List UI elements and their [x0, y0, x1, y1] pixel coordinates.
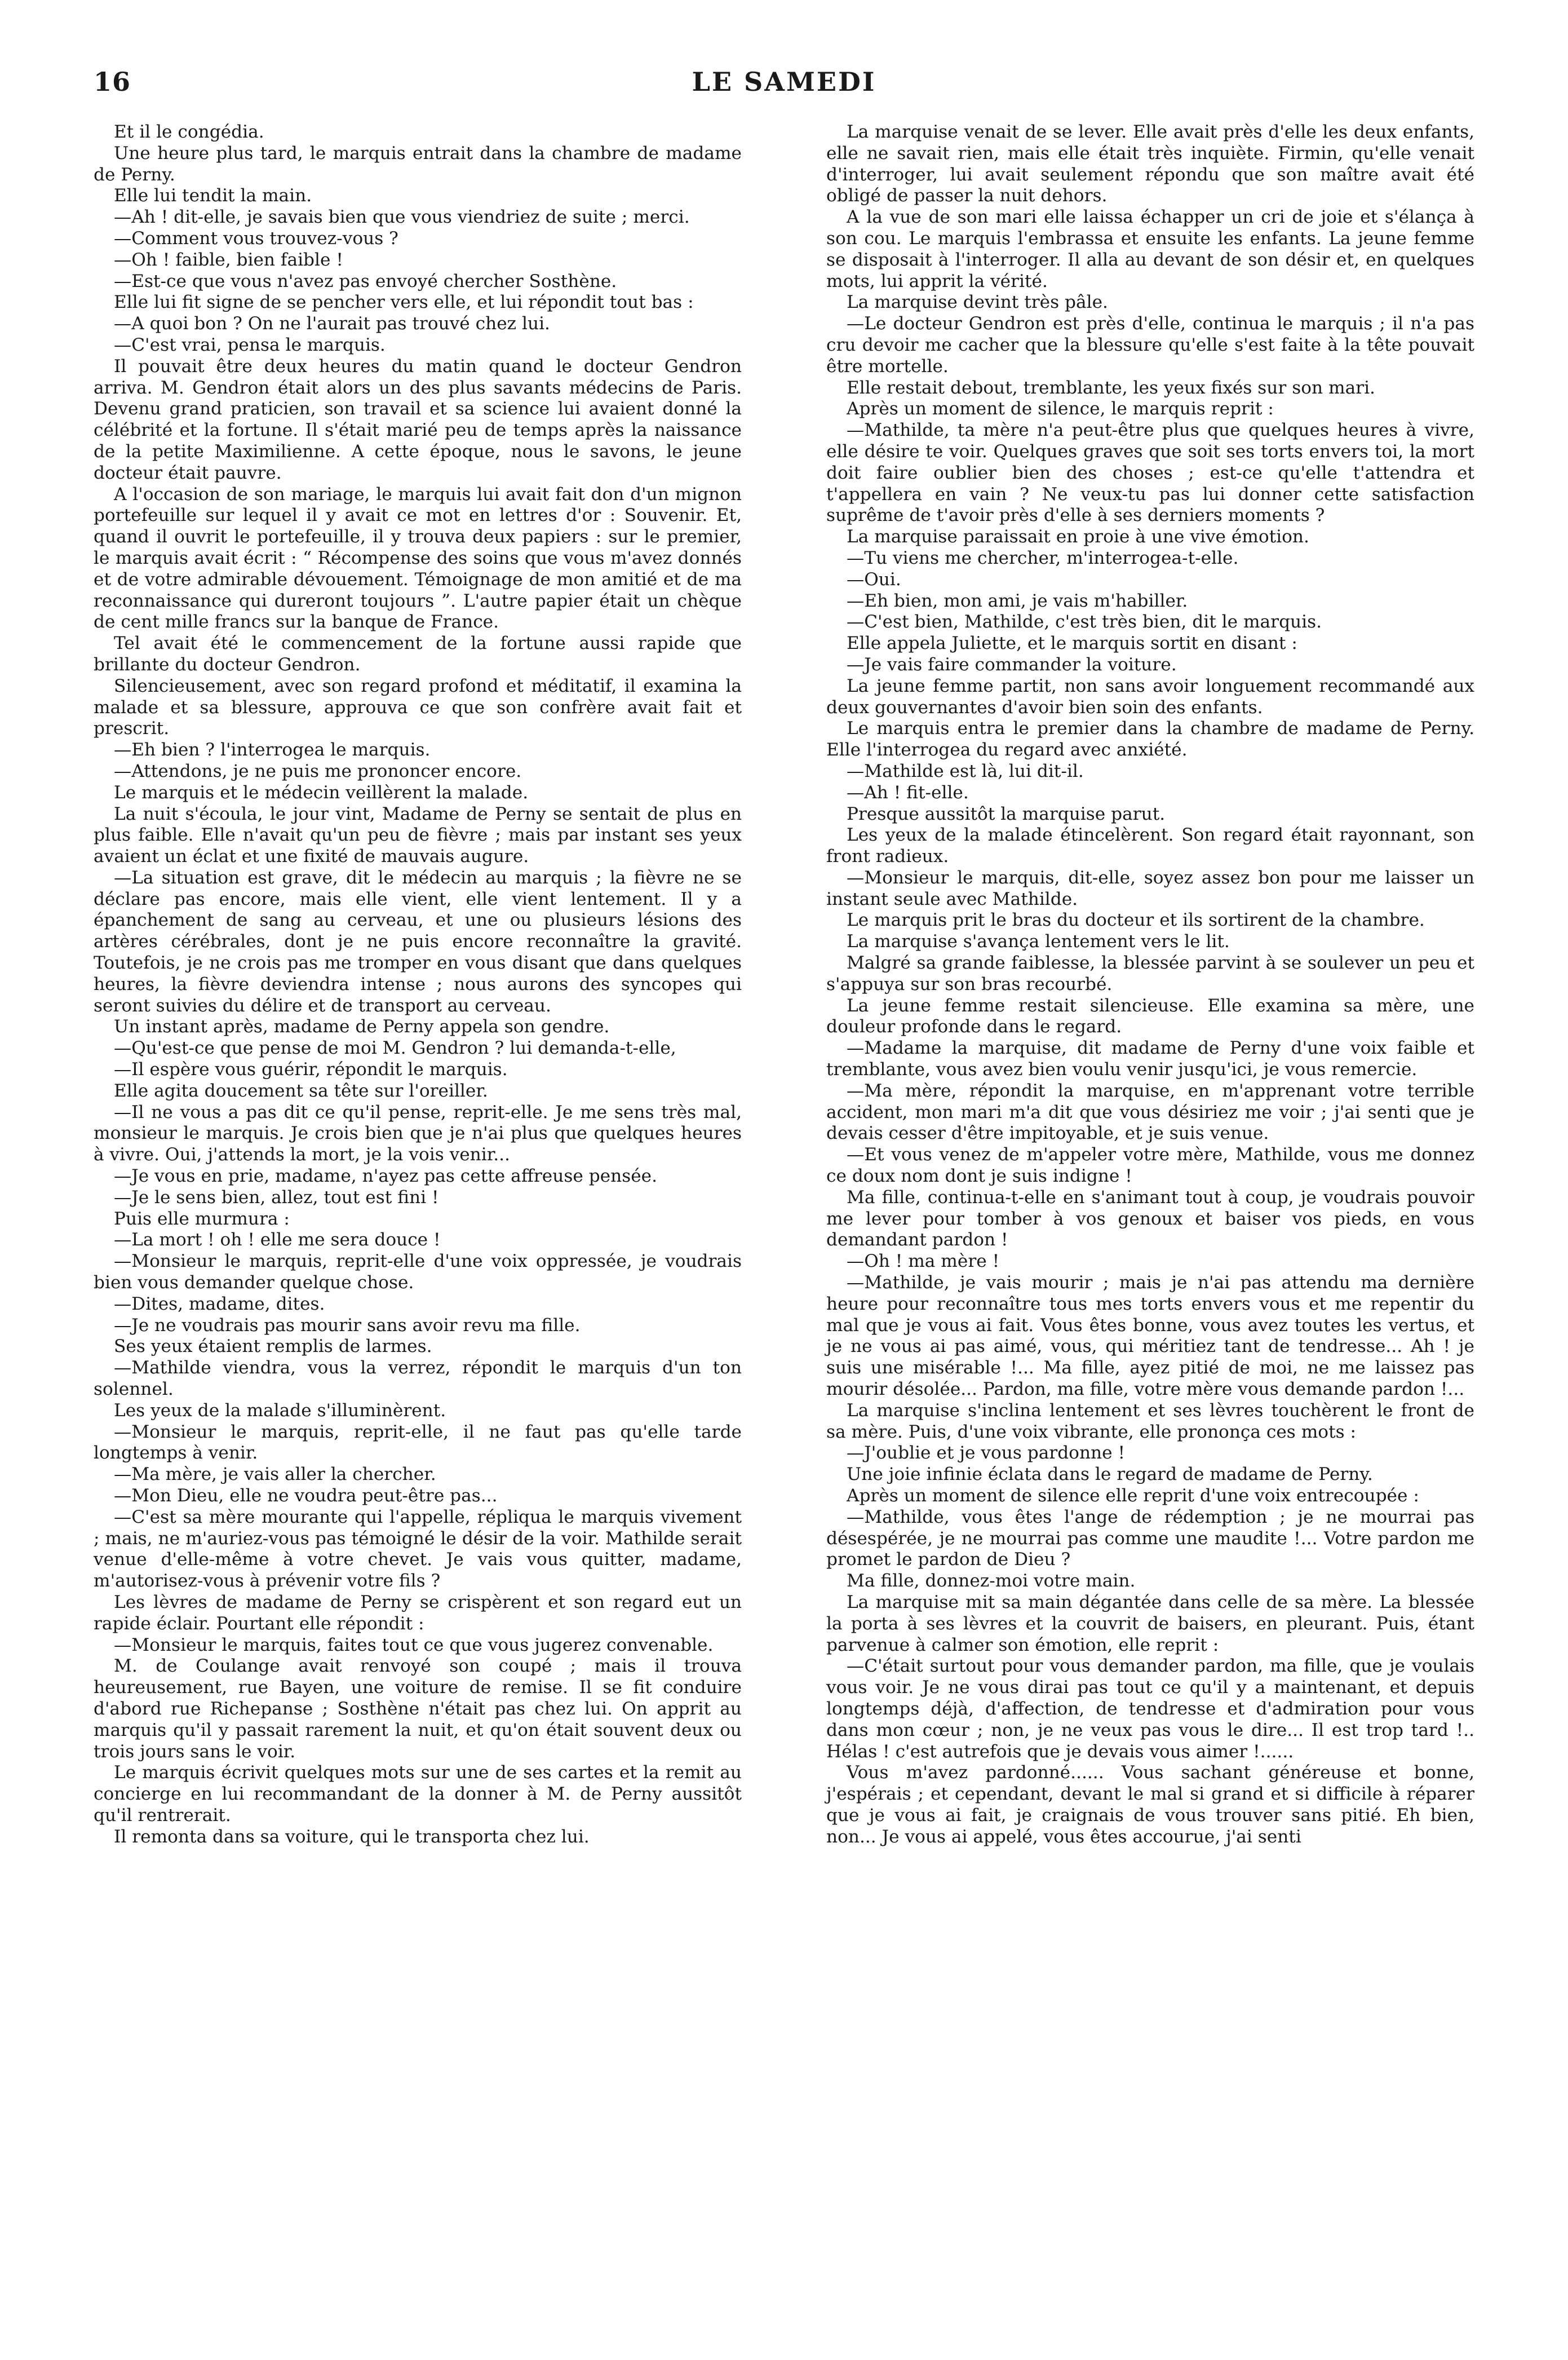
paragraph: —Mathilde est là, lui dit-il.: [847, 761, 1084, 781]
paragraph: Presque aussitôt la marquise parut.: [847, 803, 1166, 824]
paragraph: Puis elle murmura :: [114, 1208, 290, 1229]
paragraph: —Qu'est-ce que pense de moi M. Gendron ? lui demanda-t-elle,: [114, 1038, 676, 1059]
paragraph: La marquise devint très pâle.: [847, 292, 1108, 313]
paragraph: Ma fille, donnez-moi votre main.: [847, 1571, 1136, 1592]
paragraph: —C'est sa mère mourante qui l'appelle, répliqua le marquis vivement ; mais, ne m'auriez-vous pas témoigné le désir de la voir. Mathilde serait venue d'elle-même à votre chevet. Je vais vous quitter, madame, m'autorisez-vous à prévenir votre fils ?: [94, 1506, 742, 1592]
paragraph: Le marquis et le médecin veillèrent la malade.: [114, 782, 529, 803]
page-header: [94, 67, 1474, 111]
right-column: [826, 122, 1474, 1848]
paragraph: —Il espère vous guérir, répondit le marquis.: [114, 1059, 508, 1080]
paragraph: Une heure plus tard, le marquis entrait dans la chambre de madame de Perny.: [94, 143, 742, 185]
paragraph: Il remonta dans sa voiture, qui le transporta chez lui.: [114, 1826, 590, 1847]
paragraph: Après un moment de silence elle reprit d'une voix entrecoupée :: [847, 1486, 1419, 1506]
paragraph: —Ma mère, répondit la marquise, en m'apprenant votre terrible accident, mon mari m'a dit que vous désiriez me voir ; j'ai senti que je devais cesser d'être impitoyable, et je suis venue.: [826, 1080, 1474, 1144]
paragraph: —C'était surtout pour vous demander pardon, ma fille, que je voulais vous voir. Je ne vous dirai pas tout ce qu'il y a maintenant, et depuis longtemps déjà, d'affection, de tendresse et d'admiration pour vous dans mon cœur ; non, je ne veux pas vous le dire... Il est trop tard !.. Hélas ! c'est autrefois que je devais vous aimer !......: [826, 1656, 1474, 1762]
paragraph: —Mathilde, vous êtes l'ange de rédemption ; je ne mourrai pas désespérée, je ne mourrai pas comme une maudite !... Votre pardon me promet le pardon de Dieu ?: [826, 1506, 1474, 1570]
paragraph: Elle appela Juliette, et le marquis sortit en disant :: [847, 633, 1297, 654]
paragraph: Il pouvait être deux heures du matin quand le docteur Gendron arriva. M. Gendron était alors un des plus savants médecins de Paris. Devenu grand praticien, son travail et sa science lui avaient donné la célébrité et la fortune. Il s'était marié peu de temps après la naissance de la petite Maximilienne. A cette époque, nous le savons, le jeune docteur était pauvre.: [94, 356, 742, 483]
paragraph: A l'occasion de son mariage, le marquis lui avait fait don d'un mignon portefeuille sur lequel il y avait ce mot en lettres d'or : Souvenir. Et, quand il ouvrit le portefeuille, il y trouva deux papiers : sur le premier, le marquis avait écrit : “ Récompense des soins que vous m'avez donnés et de votre admirable dévouement. Témoignage de mon amitié et de ma reconnaissance qui dureront toujours ”. L'autre papier était un chèque de cent mille francs sur la banque de France.: [94, 484, 742, 633]
paragraph: M. de Coulange avait renvoyé son coupé ; mais il trouva heureusement, rue Bayen, une voiture de remise. Il se fit conduire d'abord rue Richepanse ; Sosthène n'était pas chez lui. On apprit au marquis qu'il y passait rarement la nuit, et qu'on était souvent deux ou trois jours sans le voir.: [94, 1656, 742, 1762]
paragraph: —Madame la marquise, dit madame de Perny d'une voix faible et tremblante, vous avez bien voulu venir jusqu'ici, je vous remercie.: [826, 1038, 1474, 1080]
paragraph: —Comment vous trouvez-vous ?: [114, 228, 398, 249]
paragraph: —Oh ! faible, bien faible !: [114, 249, 343, 270]
paragraph: —Oui.: [847, 569, 901, 590]
paragraph: A la vue de son mari elle laissa échapper un cri de joie et s'élança à son cou. Le marquis l'embrassa et ensuite les enfants. La jeune femme se disposait à l'interroger. Il alla au devant de son désir et, en quelques mots, lui apprit la vérité.: [826, 207, 1474, 291]
paragraph: —Ah ! dit-elle, je savais bien que vous viendriez de suite ; merci.: [114, 207, 690, 228]
paragraph: Les yeux de la malade étincelèrent. Son regard était rayonnant, son front radieux.: [826, 825, 1474, 867]
paragraph: —Oh ! ma mère !: [847, 1251, 1000, 1272]
paragraph: —Ah ! fit-elle.: [847, 782, 969, 803]
paragraph: —La mort ! oh ! elle me sera douce !: [114, 1230, 441, 1250]
paragraph: Elle agita doucement sa tête sur l'oreiller.: [114, 1080, 488, 1101]
paragraph: La marquise s'inclina lentement et ses lèvres touchèrent le front de sa mère. Puis, d'une voix vibrante, elle prononça ces mots :: [826, 1400, 1474, 1442]
paragraph: —Je le sens bien, allez, tout est fini !: [114, 1187, 439, 1208]
paragraph: Une joie infinie éclata dans le regard de madame de Perny.: [847, 1464, 1373, 1485]
paragraph: Tel avait été le commencement de la fortune aussi rapide que brillante du docteur Gendron.: [94, 633, 742, 675]
page-number: 16: [94, 67, 131, 97]
left-column: [94, 122, 742, 1848]
paragraph: —Monsieur le marquis, faites tout ce que vous jugerez convenable.: [114, 1634, 714, 1655]
paragraph: Elle restait debout, tremblante, les yeux fixés sur son mari.: [847, 377, 1375, 398]
paragraph: Silencieusement, avec son regard profond et méditatif, il examina la malade et sa blessure, approuva ce que son confrère avait fait et prescrit.: [94, 675, 742, 739]
paragraph: —Je vous en prie, madame, n'ayez pas cette affreuse pensée.: [114, 1166, 658, 1187]
paragraph: —Eh bien ? l'interrogea le marquis.: [114, 740, 431, 761]
paragraph: —Mon Dieu, elle ne voudra peut-être pas...: [114, 1486, 498, 1506]
paragraph: Elle lui fit signe de se pencher vers elle, et lui répondit tout bas :: [114, 292, 694, 313]
paragraph: —Dites, madame, dites.: [114, 1293, 325, 1314]
paragraph: —Tu viens me chercher, m'interrogea-t-elle.: [847, 547, 1239, 568]
paragraph: Les lèvres de madame de Perny se crispèrent et son regard eut un rapide éclair. Pourtant elle répondit :: [94, 1592, 742, 1634]
paragraph: La jeune femme restait silencieuse. Elle examina sa mère, une douleur profonde dans le regard.: [826, 995, 1474, 1037]
paragraph: Le marquis écrivit quelques mots sur une de ses cartes et la remit au concierge en lui recommandant de la donner à M. de Perny aussitôt qu'il rentrerait.: [94, 1762, 742, 1826]
paragraph: —C'est bien, Mathilde, c'est très bien, dit le marquis.: [847, 612, 1322, 633]
paragraph: —J'oublie et je vous pardonne !: [847, 1443, 1126, 1464]
paragraph: —Mathilde viendra, vous la verrez, répondit le marquis d'un ton solennel.: [94, 1358, 742, 1400]
paragraph: Ma fille, continua-t-elle en s'animant tout à coup, je voudrais pouvoir me lever pour tomber à vos genoux et baiser vos pieds, en vous demandant pardon !: [826, 1187, 1474, 1250]
paragraph: Le marquis entra le premier dans la chambre de madame de Perny. Elle l'interrogea du regard avec anxiété.: [826, 718, 1474, 761]
paragraph: —Le docteur Gendron est près d'elle, continua le marquis ; il n'a pas cru devoir me cacher que la blessure qu'elle s'est faite à la tête pouvait être mortelle.: [826, 313, 1474, 377]
paragraph: La marquise venait de se lever. Elle avait près d'elle les deux enfants, elle ne savait rien, mais elle était très inquiète. Firmin, qu'elle venait d'interroger, lui avait seulement répondu que son maître avait été obligé de passer la nuit dehors.: [826, 122, 1474, 206]
paragraph: Elle lui tendit la main.: [114, 185, 312, 206]
paragraph: —Et vous venez de m'appeler votre mère, Mathilde, vous me donnez ce doux nom dont je suis indigne !: [826, 1144, 1474, 1187]
running-title: LE SAMEDI: [692, 67, 876, 97]
paragraph: La jeune femme partit, non sans avoir longuement recommandé aux deux gouvernantes d'avoir bien soin des enfants.: [826, 675, 1474, 718]
paragraph: Le marquis prit le bras du docteur et ils sortirent de la chambre.: [847, 910, 1425, 931]
paragraph: —Monsieur le marquis, dit-elle, soyez assez bon pour me laisser un instant seule avec Mathilde.: [826, 867, 1474, 909]
paragraph: Les yeux de la malade s'illuminèrent.: [114, 1400, 446, 1421]
paragraph: —Est-ce que vous n'avez pas envoyé chercher Sosthène.: [114, 271, 617, 291]
paragraph: —Mathilde, je vais mourir ; mais je n'ai pas attendu ma dernière heure pour reconnaître tous mes torts envers vous et me repentir du mal que je vous ai fait. Vous êtes bonne, vous avez toutes les vertus, et je ne vous ai pas aimé, vous, qui méritiez tant de tendresse... Ah ! je suis une misérable !... Ma fille, ayez pitié de moi, ne me laissez pas mourir désolée... Pardon, ma fille, votre mère vous demande pardon !...: [826, 1272, 1474, 1400]
paragraph: —Eh bien, mon ami, je vais m'habiller.: [847, 590, 1188, 611]
paragraph: Et il le congédia.: [114, 122, 264, 142]
paragraph: —Attendons, je ne puis me prononcer encore.: [114, 761, 522, 781]
paragraph: Après un moment de silence, le marquis reprit :: [847, 399, 1274, 419]
paragraph: Vous m'avez pardonné...... Vous sachant généreuse et bonne, j'espérais ; et cependant, devant le mal si grand et si difficile à réparer que je vous ai fait, je craignais de vous trouver sans pitié. Eh bien, non... Je vous ai appelé, vous êtes accourue, j'ai senti: [826, 1762, 1474, 1847]
paragraph: La marquise s'avança lentement vers le lit.: [847, 931, 1230, 952]
paragraph: —Mathilde, ta mère n'a peut-être plus que quelques heures à vivre, elle désire te voir. Quelques graves que soit ses torts envers toi, la mort doit faire oublier bien des choses ; est-ce qu'elle t'attendra et t'appellera en vain ? Ne veux-tu pas lui donner cette satisfaction suprême de t'avoir près d'elle à ses derniers moments ?: [826, 420, 1474, 526]
paragraph: Malgré sa grande faiblesse, la blessée parvint à se soulever un peu et s'appuya sur son bras recourbé.: [826, 953, 1474, 995]
paragraph: La marquise paraissait en proie à une vive émotion.: [847, 527, 1309, 547]
paragraph: Ses yeux étaient remplis de larmes.: [114, 1336, 432, 1357]
paragraph: —La situation est grave, dit le médecin au marquis ; la fièvre ne se déclare pas encore, mais elle vient, elle vient lentement. Il y a épanchement de sang au cerveau, et une ou plusieurs lésions des artères cérébrales, dont je ne puis encore reconnaître la gravité. Toutefois, je ne crois pas me tromper en vous disant que dans quelques heures, la fièvre deviendra intense ; nous aurons des syncopes qui seront suivies du délire et de transport au cerveau.: [94, 867, 742, 1016]
paragraph: —Il ne vous a pas dit ce qu'il pense, reprit-elle. Je me sens très mal, monsieur le marquis. Je crois bien que je n'ai plus que quelques heures à vivre. Oui, j'attends la mort, je la vois venir...: [94, 1102, 742, 1165]
paragraph: La marquise mit sa main dégantée dans celle de sa mère. La blessée la porta à ses lèvres et la couvrit de baisers, en pleurant. Puis, étant parvenue à calmer son émotion, elle reprit :: [826, 1592, 1474, 1655]
paragraph: —Ma mère, je vais aller la chercher.: [114, 1464, 436, 1485]
paragraph: La nuit s'écoula, le jour vint, Madame de Perny se sentait de plus en plus faible. Elle n'avait qu'un peu de fièvre ; mais par instant ses yeux avaient un éclat et une fixité de mauvais augure.: [94, 803, 742, 867]
text-columns: [94, 122, 1474, 1848]
paragraph: —Monsieur le marquis, reprit-elle, il ne faut pas qu'elle tarde longtemps à venir.: [94, 1421, 742, 1464]
paragraph: —A quoi bon ? On ne l'aurait pas trouvé chez lui.: [114, 313, 550, 334]
paragraph: Un instant après, madame de Perny appela son gendre.: [114, 1017, 610, 1037]
paragraph: —Je vais faire commander la voiture.: [847, 654, 1177, 675]
paragraph: —C'est vrai, pensa le marquis.: [114, 334, 386, 355]
paragraph: —Je ne voudrais pas mourir sans avoir revu ma fille.: [114, 1315, 581, 1336]
paragraph: —Monsieur le marquis, reprit-elle d'une voix oppressée, je voudrais bien vous demander quelque chose.: [94, 1251, 742, 1293]
